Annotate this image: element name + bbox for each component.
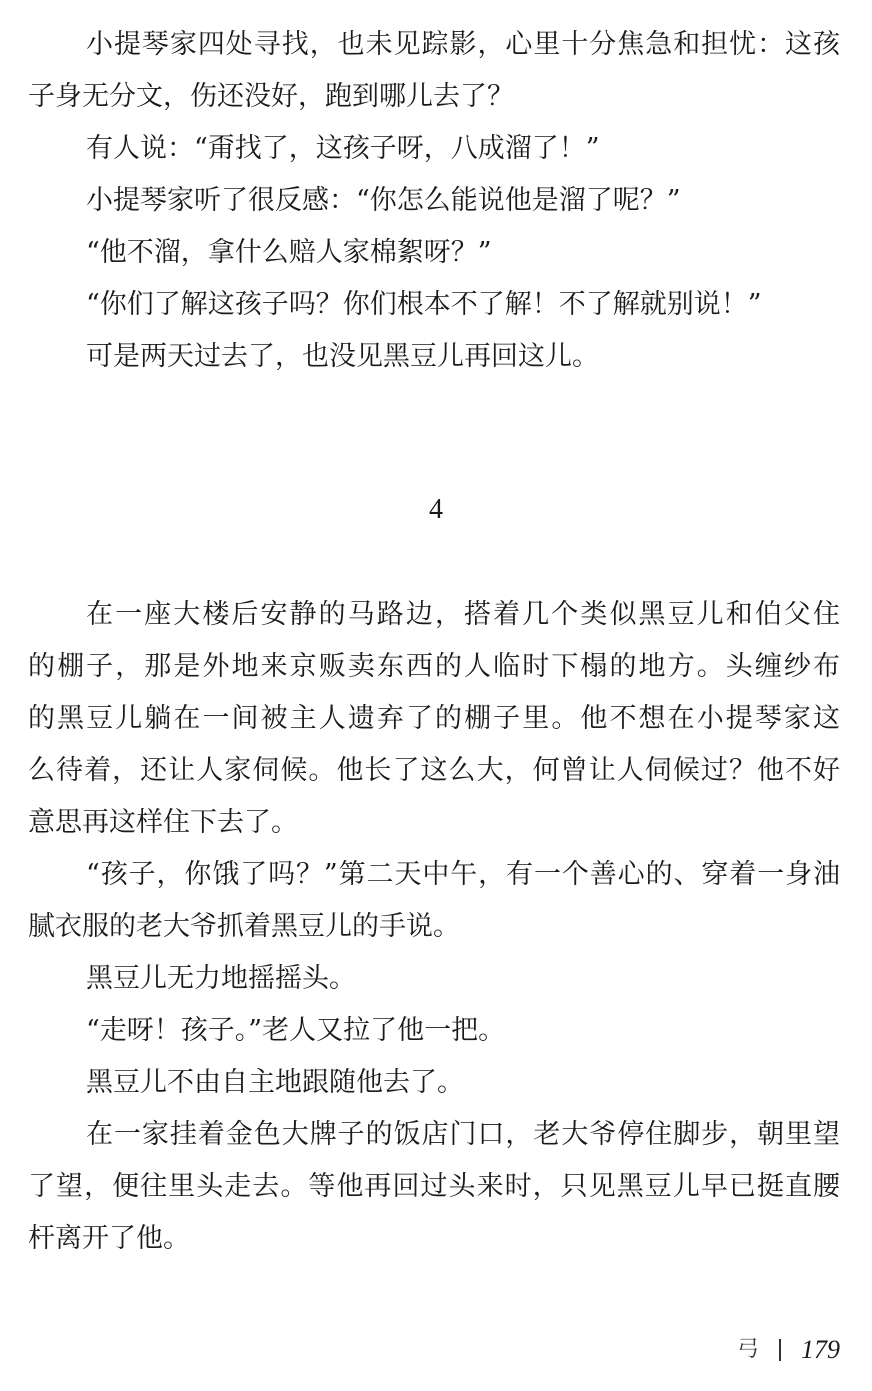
chapter-heading: 4 [429,494,443,525]
text-line: 么待着，还让人家伺候。他长了这么大，何曾让人伺候过？他不好 [28,755,840,786]
text-line: “他不溜，拿什么赔人家棉絮呀？” [86,237,492,268]
text-line: 了望，便往里头走去。等他再回过头来时，只见黑豆儿早已挺直腰 [28,1171,840,1202]
text-section-2 [28,589,840,1265]
paragraph [28,19,840,123]
footer-divider [779,1339,781,1361]
paragraph [28,1005,840,1057]
paragraph [28,227,840,279]
page-footer [737,1330,840,1370]
paragraph [28,1109,840,1265]
paragraph [28,279,840,331]
text-line: 杆离开了他。 [28,1223,190,1254]
text-line: 在一座大楼后安静的马路边，搭着几个类似黑豆儿和伯父住 [86,599,840,630]
text-line: 黑豆儿无力地摇摇头。 [86,963,356,994]
text-line: 的黑豆儿躺在一间被主人遗弃了的棚子里。他不想在小提琴家这 [28,703,840,734]
paragraph [28,123,840,175]
text-section-1 [28,19,840,383]
paragraph [28,953,840,1005]
text-line: 可是两天过去了，也没见黑豆儿再回这儿。 [86,341,599,372]
section-mark: 弓 [736,1337,759,1362]
text-line: “走呀！孩子。”老人又拉了他一把。 [86,1015,506,1046]
text-line: 黑豆儿不由自主地跟随他去了。 [86,1067,464,1098]
paragraph [28,589,840,849]
paragraph [28,331,840,383]
text-line: 在一家挂着金色大牌子的饭店门口，老大爷停住脚步，朝里望 [86,1119,840,1150]
text-line: 小提琴家四处寻找，也未见踪影，心里十分焦急和担忧：这孩 [86,29,840,60]
page-number: 179 [801,1335,840,1364]
text-line: 意思再这样住下去了。 [28,807,298,838]
paragraph [28,175,840,227]
text-line: 的棚子，那是外地来京贩卖东西的人临时下榻的地方。头缠纱布 [28,651,840,682]
text-line: 子身无分文，伤还没好，跑到哪儿去了？ [28,81,514,112]
text-line: “你们了解这孩子吗？你们根本不了解！不了解就别说！” [86,289,762,320]
paragraph [28,1057,840,1109]
text-line: 有人说：“甭找了，这孩子呀，八成溜了！” [86,133,600,164]
text-line: 腻衣服的老大爷抓着黑豆儿的手说。 [28,911,460,942]
text-line: “孩子，你饿了吗？”第二天中午，有一个善心的、穿着一身油 [86,859,840,890]
paragraph [28,849,840,953]
text-line: 小提琴家听了很反感：“你怎么能说他是溜了呢？” [86,185,681,216]
